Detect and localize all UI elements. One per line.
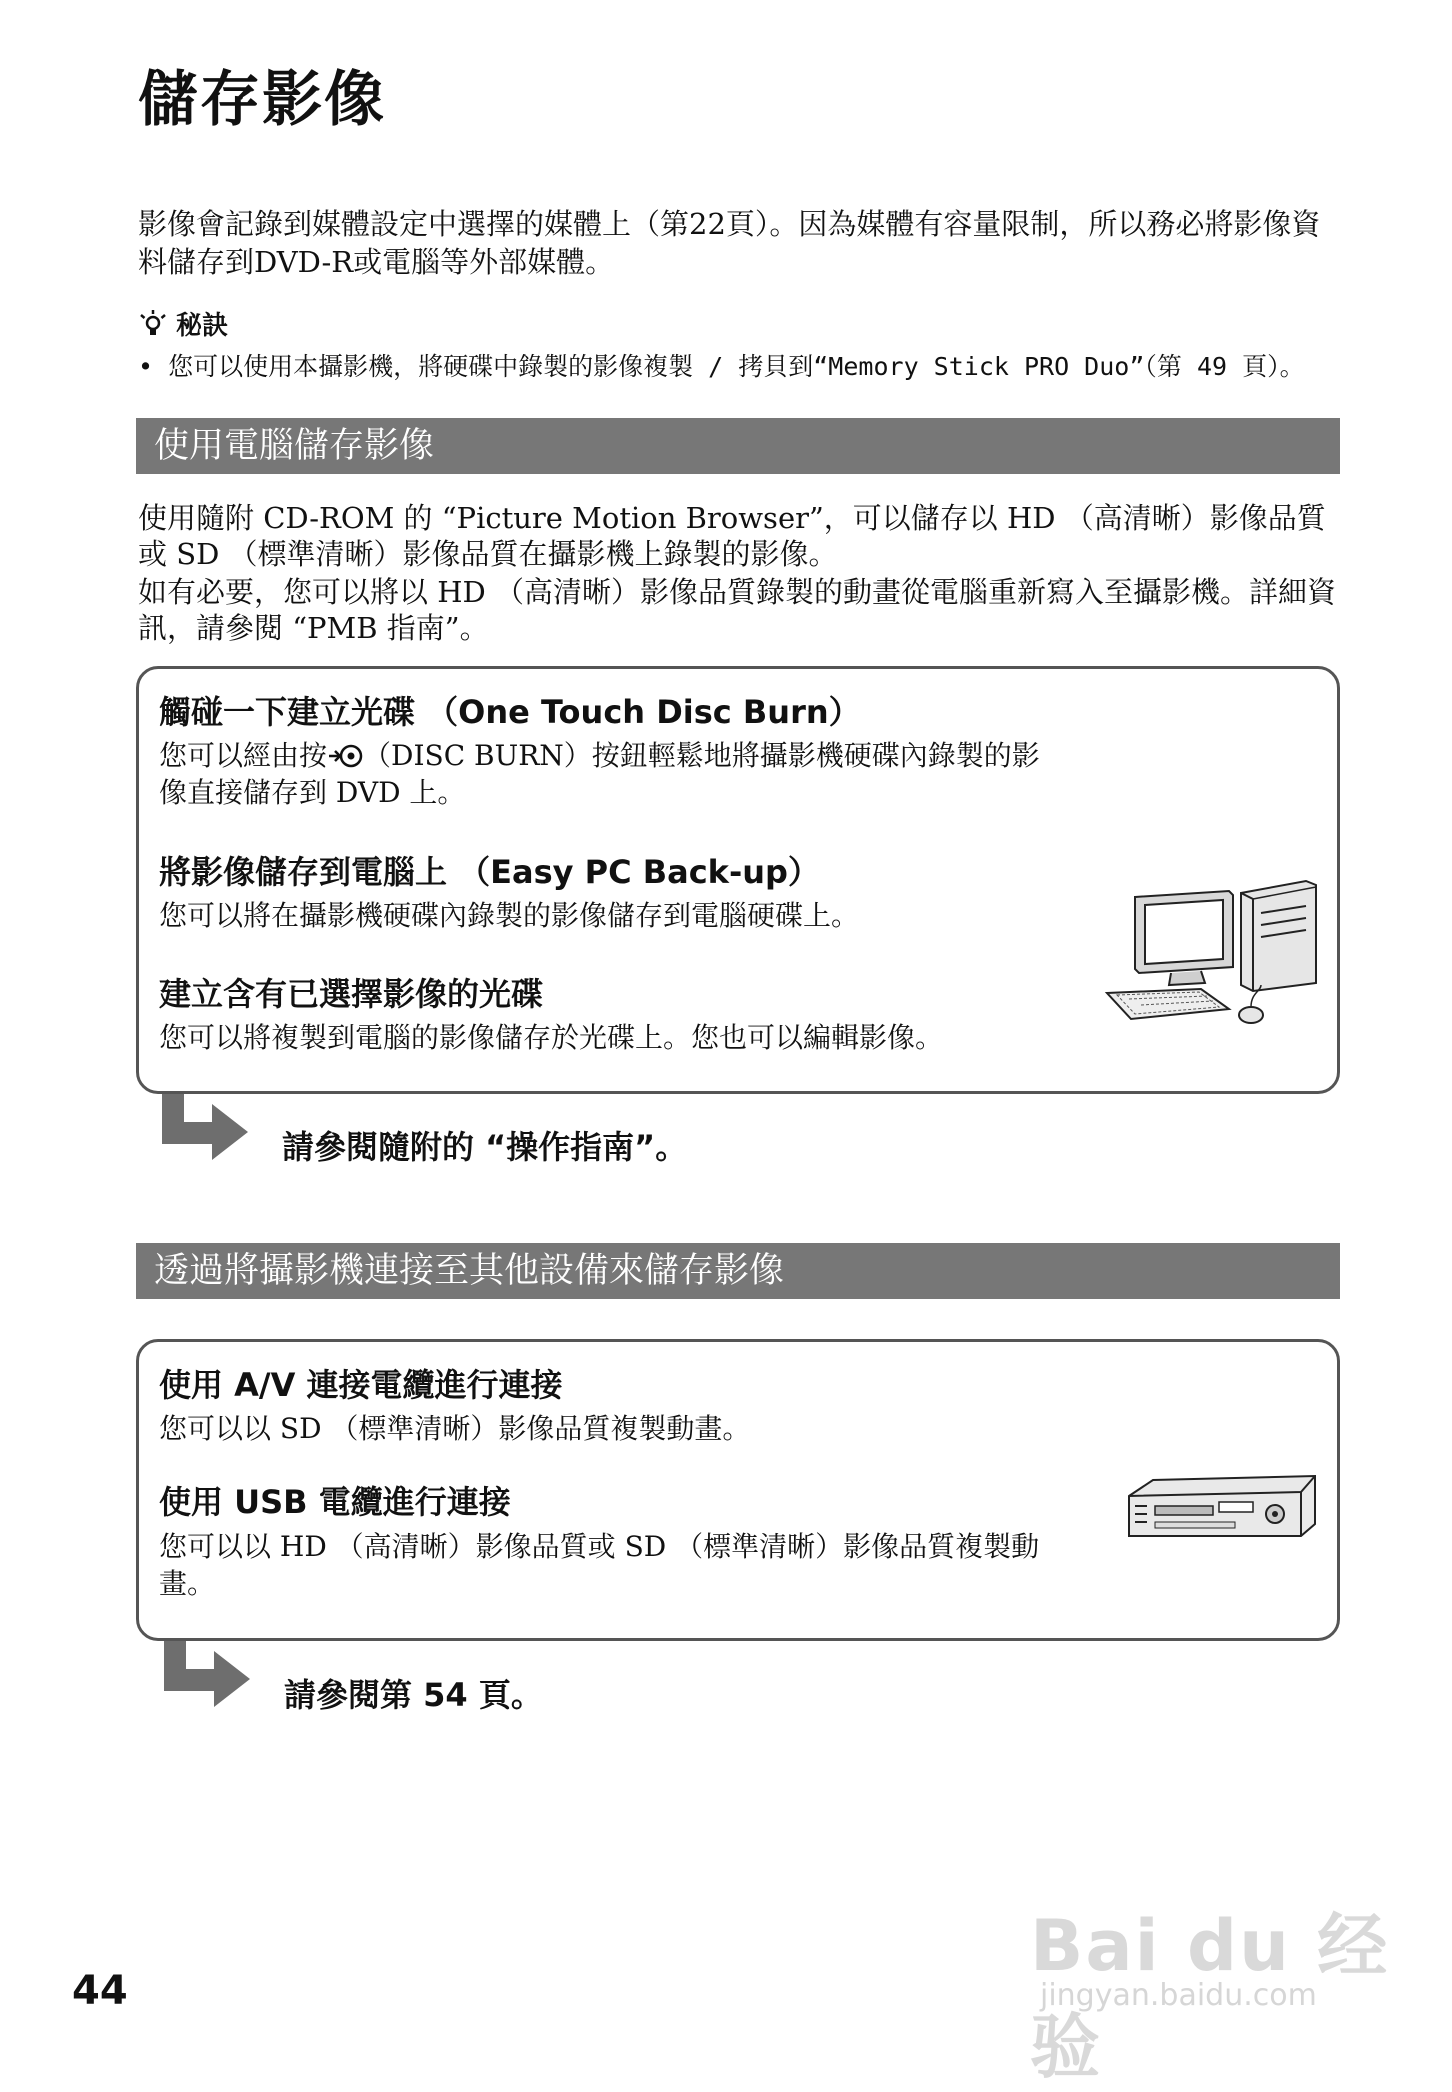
watermark-logo: Bai du 经验 <box>1030 1905 1390 2088</box>
watermark-url: jingyan.baidu.com <box>1040 1978 1317 2013</box>
option-create-disc-heading: 建立含有已選擇影像的光碟 <box>159 975 544 1013</box>
intro-paragraph: 影像會記錄到媒體設定中選擇的媒體上（第22頁）。因為媒體有容量限制，所以務必將影像資料儲存到DVD-R或電腦等外部媒體。 <box>138 207 1321 279</box>
device-options-box <box>136 1339 1340 1641</box>
page-number: 44 <box>72 1968 128 2014</box>
section1-paragraph-1: 使用隨附 CD-ROM 的 “Picture Motion Browser”，可以儲存以 HD （高清晰）影像品質或 SD （標準清晰）影像品質在攝影機上錄製的影像。 <box>138 501 1326 571</box>
option-pc-backup-text: 您可以將在攝影機硬碟內錄製的影像儲存到電腦硬碟上。 <box>159 899 860 932</box>
section2-reference: 請參閱第 54 頁。 <box>284 1676 543 1714</box>
tips-heading-label: 秘訣 <box>176 311 229 341</box>
option-usb-cable-text: 您可以以 HD （高清晰）影像品質或 SD （標準清晰）影像品質複製動畫。 <box>159 1530 1040 1600</box>
disc-burn-icon <box>327 743 363 769</box>
page-title: 儲存影像 <box>138 65 386 135</box>
recorder-illustration <box>1125 1470 1320 1542</box>
computer-options-box <box>136 666 1340 1094</box>
computer-illustration <box>1101 873 1321 1033</box>
option-one-touch-heading: 觸碰一下建立光碟 （One Touch Disc Burn） <box>159 693 861 731</box>
section-bar-other-devices: 透過將攝影機連接至其他設備來儲存影像 <box>136 1243 1340 1299</box>
section1-reference: 請參閱隨附的 “操作指南”。 <box>282 1128 688 1166</box>
option-one-touch-text-b: （DISC BURN）按鈕輕鬆地將攝影機硬碟內錄製的影像直接儲存到 DVD 上。 <box>159 739 1040 809</box>
reference-arrow-icon <box>162 1641 252 1715</box>
section-bar-computer: 使用電腦儲存影像 <box>136 418 1340 474</box>
option-one-touch-text-a: 您可以經由按 <box>159 739 328 772</box>
tips-item: • 您可以使用本攝影機，將硬碟中錄製的影像複製 / 拷貝到“Memory Stick PRO Duo”（第 49 頁）。 <box>138 352 1305 381</box>
option-create-disc-text: 您可以將複製到電腦的影像儲存於光碟上。您也可以編輯影像。 <box>159 1021 944 1054</box>
tips-heading <box>138 305 228 342</box>
option-av-cable-text: 您可以以 SD （標準清晰）影像品質複製動畫。 <box>159 1412 751 1445</box>
section1-paragraph-2: 如有必要，您可以將以 HD （高清晰）影像品質錄製的動畫從電腦重新寫入至攝影機。詳細資訊，請參閱 “PMB 指南”。 <box>138 575 1336 645</box>
lightbulb-icon <box>138 309 168 339</box>
option-one-touch-text <box>159 737 1049 811</box>
option-av-cable-heading: 使用 A/V 連接電纜進行連接 <box>159 1366 563 1404</box>
reference-arrow-icon <box>160 1094 250 1168</box>
option-usb-cable-heading: 使用 USB 電纜進行連接 <box>159 1483 511 1521</box>
option-pc-backup-heading: 將影像儲存到電腦上 （Easy PC Back-up） <box>159 853 820 891</box>
